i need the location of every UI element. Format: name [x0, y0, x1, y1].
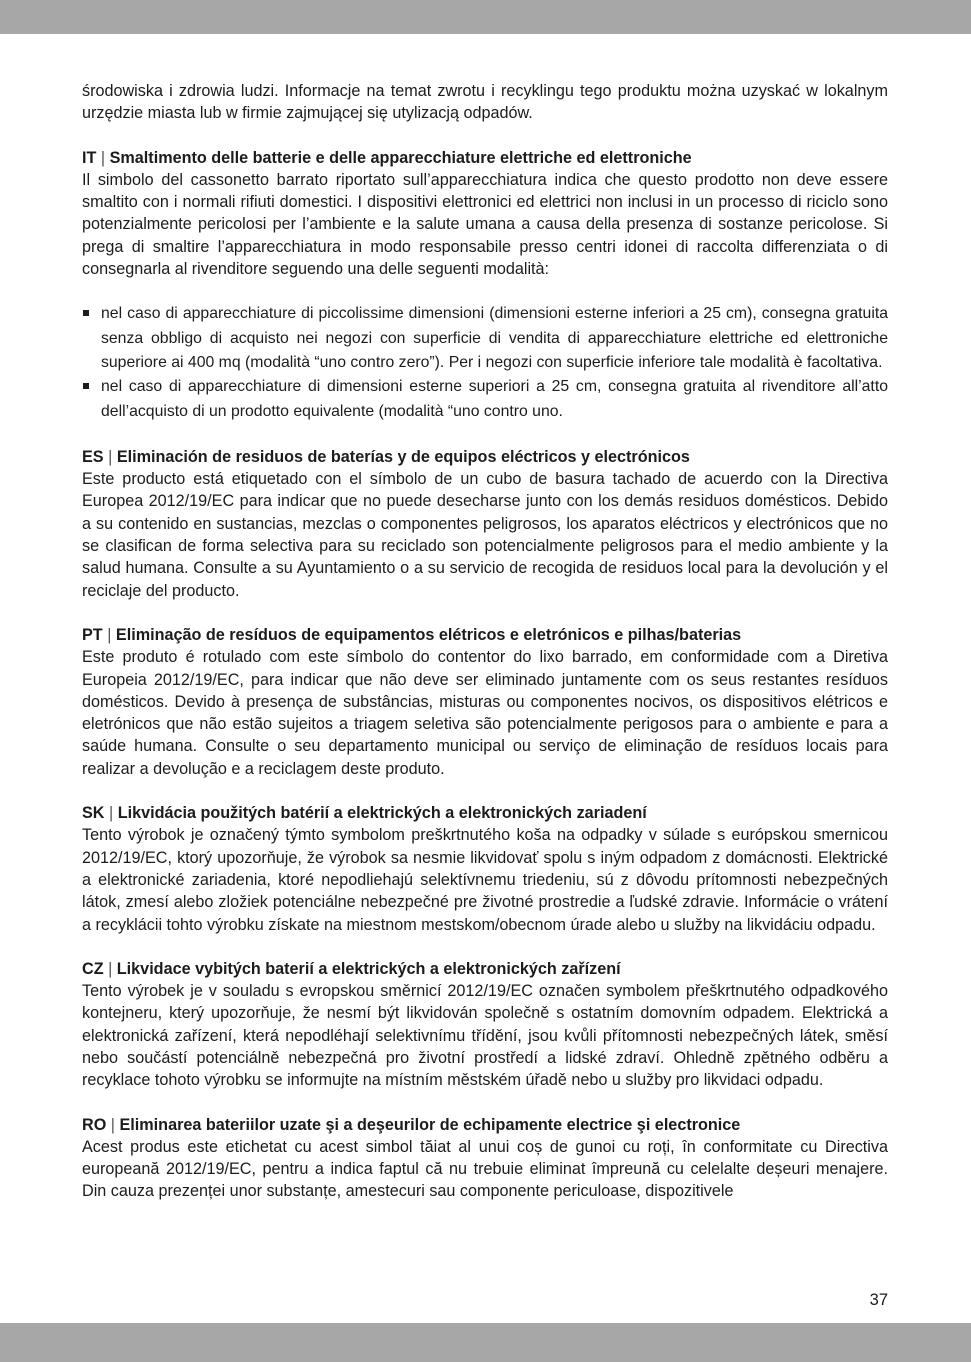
page-content	[82, 80, 888, 1203]
section-ro-body: Acest produs este etichetat cu acest simbol tăiat al unui coș de gunoi cu roți, în conformitate cu Directiva europeană 2012/19/EC, pentru a indica faptul că nu trebuie eliminat împreună cu celelalte deșeuri menajere. Din cauza prezenței unor substanțe, amestecuri sau componente periculoase, dispozitivele	[82, 1137, 888, 1201]
section-sk-body: Tento výrobok je označený týmto symbolom preškrtnutého koša na odpadky v súlade s európskou smernicou 2012/19/EC, ktorý upozorňuje, že výrobok sa nesmie likvidovať spolu s iným odpadom z domácnosti. Elektrické a elektronické zariadenia, ktoré nepodliehajú selektívnemu triedeniu, sú z dôvodu prítomnosti nebezpečných látok, zmesí alebo zložiek potenciálne nebezpečné pre životné prostredie a ľudské zdravie. Informácie o vrátení a recyklácii tohto výrobku získate na miestnom mestskom/obecnom úrade alebo u služby na likvidáciu odpadu.	[82, 826, 888, 934]
bottom-band	[0, 1323, 971, 1362]
section-it-bullet-list	[82, 302, 888, 423]
heading-separator: |	[108, 959, 113, 978]
section-cz-code: CZ	[82, 959, 104, 978]
section-pt-body: Este produto é rotulado com este símbolo do contentor do lixo barrado, em conformidade com a Diretiva Europeia 2012/19/EC, para indicar que não deve ser eliminado juntamente com os seus restantes resíduos domésticos. Devido à presença de substâncias, misturas ou componentes nocivos, os dispositivos elétricos e eletrónicos que não estão sujeitos a triagem seletiva são potencialmente perigosos para o ambiente e para a saúde humana. Consulte o seu departamento municipal ou serviço de eliminação de resíduos locais para realizar a devolução e a reciclagem deste produto.	[82, 648, 888, 778]
section-it-bullet-item: nel caso di apparecchiature di piccolissime dimensioni (dimensioni esterne inferiori a 25 cm), consegna gratuita senza obbligo di acquisto nei negozi con superficie di vendita di apparecchiature elettriche ed elettroniche superiore ai 400 mq (modalità “uno contro zero”). Per i negozi con superficie inferiore tale modalità è facoltativa.	[82, 302, 888, 375]
section-ro-title: Eliminarea bateriilor uzate şi a deşeurilor de echipamente electrice şi electronice	[119, 1115, 741, 1134]
section-it	[82, 147, 888, 424]
section-it-body: Il simbolo del cassonetto barrato riportato sull’apparecchiatura indica che questo prodotto non deve essere smaltito con i normali rifiuti domestici. I dispositivi elettronici ed elettrici non inclusi in un processo di riciclo sono potenzialmente pericolosi per l’ambiente e la salute umana a causa della presenza di sostanze pericolose. Si prega di smaltire l’apparecchiatura in modo responsabile presso centri idonei di raccolta differenziata o di consegnarla al rivenditore seguendo una delle seguenti modalità:	[82, 170, 888, 279]
section-sk-heading	[82, 802, 888, 824]
section-pt-title: Eliminação de resíduos de equipamentos elétricos e eletrónicos e pilhas/baterias	[115, 625, 742, 644]
section-cz-title: Likvidace vybitých baterií a elektrických a elektronických zařízení	[116, 959, 621, 978]
heading-separator: |	[100, 148, 106, 167]
section-es-body: Este producto está etiquetado con el símbolo de un cubo de basura tachado de acuerdo con la Directiva Europea 2012/19/EC para indicar que no puede desecharse junto con los demás residuos domésticos. Debido a su contenido en sustancias, mezclas o componentes peligrosos, los aparatos eléctricos y electrónicos que no se clasifican de forma selectiva para su reciclado son potencialmente peligrosos para el medio ambiente y la salud humana. Consulte a su Ayuntamiento o a su servicio de recogida de residuos local para la devolución y el reciclaje del producto.	[82, 470, 888, 600]
section-es-title: Eliminación de residuos de baterías y de equipos eléctricos y electrónicos	[116, 447, 690, 466]
intro-paragraph: środowiska i zdrowia ludzi. Informacje na temat zwrotu i recyklingu tego produktu można uzyskać w lokalnym urzędzie miasta lub w firmie zajmującej się utylizacją odpadów.	[82, 82, 888, 123]
section-ro-heading	[82, 1114, 888, 1136]
section-pt-heading	[82, 624, 888, 646]
heading-separator: |	[109, 804, 114, 823]
heading-separator: |	[110, 1115, 115, 1134]
section-it-heading	[82, 147, 888, 169]
heading-separator: |	[108, 447, 113, 466]
section-ro-code: RO	[82, 1115, 107, 1134]
section-it-title: Smaltimento delle batterie e delle apparecchiature elettriche ed elettroniche	[109, 148, 692, 167]
section-sk	[82, 802, 888, 936]
section-it-code: IT	[82, 148, 97, 167]
section-cz	[82, 958, 888, 1092]
section-cz-heading	[82, 958, 888, 980]
heading-separator: |	[107, 625, 112, 644]
section-pt	[82, 624, 888, 780]
section-ro	[82, 1114, 888, 1203]
page-number: 37	[869, 1291, 888, 1309]
section-es-heading	[82, 446, 888, 468]
top-band	[0, 0, 971, 34]
section-es-code: ES	[82, 447, 104, 466]
section-it-bullet-item: nel caso di apparecchiature di dimensioni esterne superiori a 25 cm, consegna gratuita al rivenditore all’atto dell’acquisto di un prodotto equivalente (modalità “uno contro uno.	[82, 375, 888, 424]
section-es	[82, 446, 888, 602]
section-cz-body: Tento výrobek je v souladu s evropskou směrnicí 2012/19/EC označen symbolem přeškrtnutého odpadkového kontejneru, který upozorňuje, že nesmí být likvidován společně s ostatním domovním odpadem. Elektrická a elektronická zařízení, která nepodléhají selektivnímu třídění, jsou kvůli přítomnosti nebezpečných látek, směsí nebo součástí potenciálně nebezpečná pro životní prostředí a lidské zdraví. Ohledně zpětného odběru a recyklace tohoto výrobku se informujte na místním městském úřadě nebo u služby pro likvidaci odpadu.	[82, 982, 888, 1090]
section-pt-code: PT	[82, 625, 103, 644]
section-sk-title: Likvidácia použitých batérií a elektrických a elektronických zariadení	[117, 804, 647, 823]
section-sk-code: SK	[82, 804, 105, 823]
